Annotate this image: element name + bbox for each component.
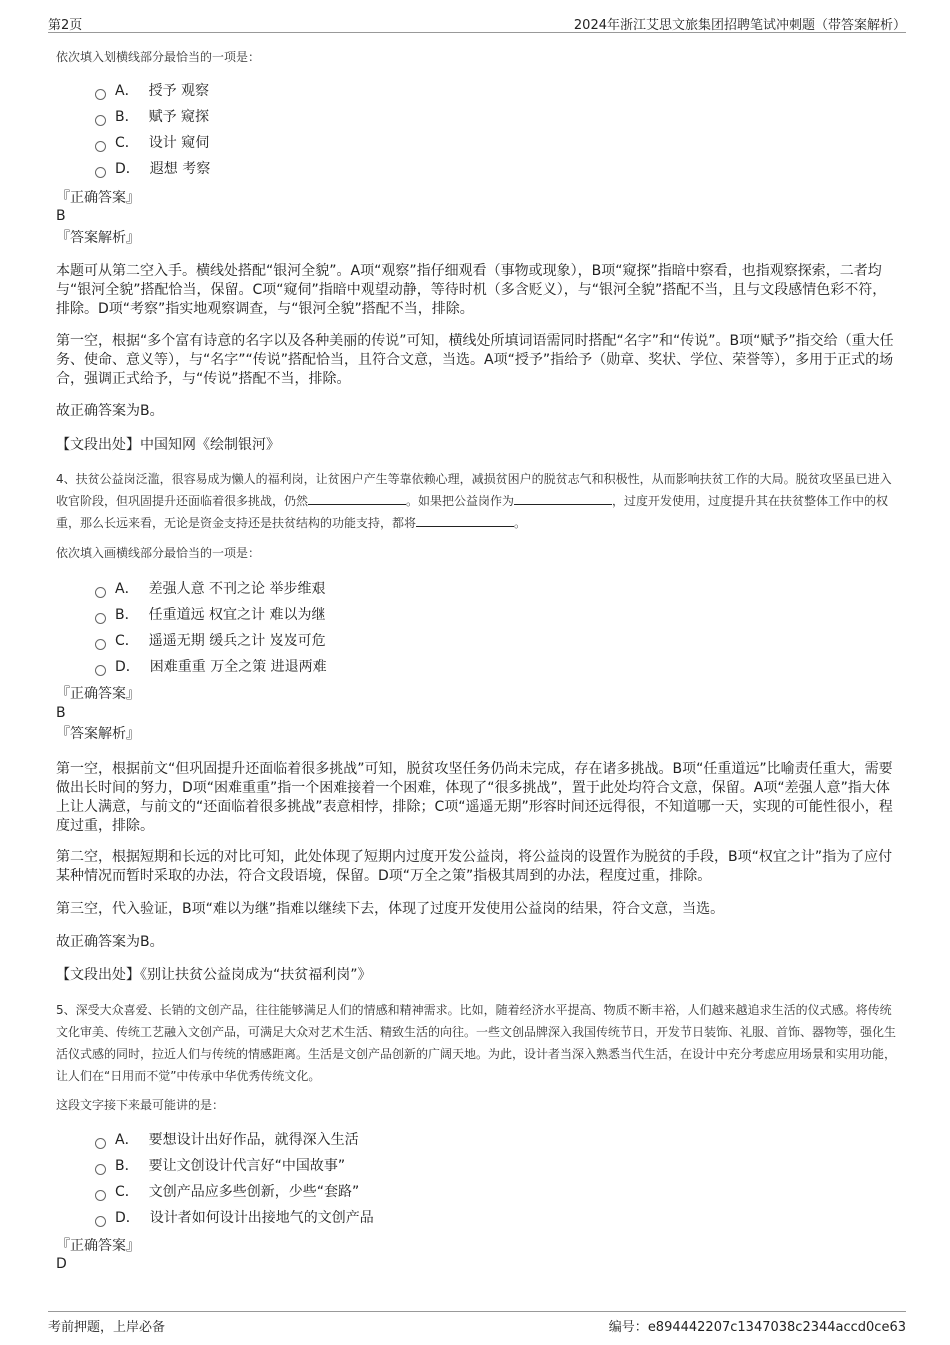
blank-3 (416, 514, 514, 527)
q3-options (95, 78, 210, 182)
document-code: 编号：e894442207c1347038c2344accd0ce63 (608, 1320, 906, 1335)
q4-analysis-label: 『答案解析』 (56, 726, 140, 742)
document-title: 2024年浙江艾思文旅集团招聘笔试冲刺题（带答案解析） (573, 18, 906, 33)
q5-option-d[interactable]: D． 设计者如何设计出接地气的文创产品 (95, 1205, 374, 1231)
q5-answer: D (56, 1256, 67, 1272)
radio-icon[interactable] (95, 1190, 106, 1201)
q4-stem: 4、扶贫公益岗泛滥，很容易成为懒人的福利岗，让贫困户产生等靠依赖心理，减损贫困户的脱贫志气和积极性，从而影响扶贫工作的大局。脱贫攻坚虽已进入收官阶段，但巩固提升还面临着很多挑战，仍然 。如果把公益岗作为 ，过度开发使用，过度提升其在扶贫整体工作中的权重，那么长远来看，无论是资金支持还是扶贫结构的功能支持，都将 。 (56, 472, 892, 530)
q3-option-b[interactable]: B． 赋予 窥探 (95, 104, 210, 130)
radio-icon[interactable] (95, 1164, 106, 1175)
radio-icon[interactable] (95, 639, 106, 650)
q3-prompt: 依次填入划横线部分最恰当的一项是： (56, 50, 261, 64)
radio-icon[interactable] (95, 115, 106, 126)
q5-answer-label: 『正确答案』 (56, 1238, 140, 1254)
radio-icon[interactable] (95, 167, 106, 178)
q5-stem: 5、深受大众喜爱、长销的文创产品，往往能够满足人们的情感和精神需求。比如，随着经济水平提高、物质不断丰裕，人们越来越追求生活的仪式感。将传统文化审美、传统工艺融入文创产品，可满足大众对艺术生活、精致生活的向往。一些文创品牌深入我国传统节日，开发节日装饰、礼服、首饰、器物等，强化生活仪式感的同时，拉近人们与传统的情感距离。生活是文创产品创新的广阔天地。为此，设计者当深入熟悉当代生活，在设计中充分考虑应用场景和实用功能，让人们在“日用而不觉”中传承中华优秀传统文化。 (56, 1003, 897, 1083)
q4-analysis-p1: 第一空，根据前文“但巩固提升还面临着很多挑战”可知，脱贫攻坚任务仍尚未完成，存在诸多挑战。B项“任重道远”比喻责任重大，需要做出长时间的努力，D项“困难重重”指一个困难接着一个困难，体现了“很多挑战”，置于此处均符合文意，保留。A项“差强人意”指大体上让人满意，与前文的“还面临着很多挑战”表意相悖，排除；C项“遥遥无期”形容时间还远得很，不知道哪一天，实现的可能性很小，程度过重，排除。 (56, 761, 893, 834)
q3-answer: B (56, 208, 66, 224)
footer-slogan: 考前押题，上岸必备 (48, 1320, 166, 1335)
q4-prompt: 依次填入画横线部分最恰当的一项是： (56, 546, 261, 560)
blank-2 (514, 492, 612, 505)
radio-icon[interactable] (95, 89, 106, 100)
q5-option-b[interactable]: B． 要让文创设计代言好“中国故事” (95, 1153, 374, 1179)
q5-prompt: 这段文字接下来最可能讲的是： (56, 1098, 225, 1112)
q3-option-c[interactable]: C． 设计 窥伺 (95, 130, 210, 156)
page-number: 第2页 (48, 18, 83, 33)
blank-1 (308, 492, 406, 505)
page-footer (48, 1311, 906, 1338)
page-header (48, 10, 906, 33)
radio-icon[interactable] (95, 1138, 106, 1149)
radio-icon[interactable] (95, 665, 106, 676)
q4-analysis-p4: 故正确答案为B。 (56, 934, 164, 950)
q4-source: 【文段出处】《别让扶贫公益岗成为“扶贫福利岗”》 (56, 967, 372, 983)
q4-answer-label: 『正确答案』 (56, 686, 140, 702)
q3-analysis-label: 『答案解析』 (56, 230, 140, 246)
radio-icon[interactable] (95, 1216, 106, 1227)
q3-option-a[interactable]: A． 授予 观察 (95, 78, 210, 104)
q4-option-a[interactable]: A． 差强人意 不刊之论 举步维艰 (95, 576, 327, 602)
q5-option-c[interactable]: C． 文创产品应多些创新，少些“套路” (95, 1179, 374, 1205)
q4-options (95, 576, 327, 680)
radio-icon[interactable] (95, 141, 106, 152)
q5-option-a[interactable]: A． 要想设计出好作品，就得深入生活 (95, 1127, 374, 1153)
q4-answer: B (56, 705, 66, 721)
q4-option-c[interactable]: C． 遥遥无期 缓兵之计 岌岌可危 (95, 628, 327, 654)
q3-analysis-p2: 第一空，根据“多个富有诗意的名字以及各种美丽的传说”可知，横线处所填词语需同时搭配“名字”和“传说”。B项“赋予”指交给（重大任务、使命、意义等），与“名字”“传说”搭配恰当，且符合文意，当选。A项“授予”指给予（勋章、奖状、学位、荣誉等），多用于正式的场合，强调正式给予，与“传说”搭配不当，排除。 (56, 333, 894, 387)
radio-icon[interactable] (95, 613, 106, 624)
q3-analysis-p3: 故正确答案为B。 (56, 403, 164, 419)
q4-option-d[interactable]: D． 困难重重 万全之策 进退两难 (95, 654, 327, 680)
q4-option-b[interactable]: B． 任重道远 权宜之计 难以为继 (95, 602, 327, 628)
radio-icon[interactable] (95, 587, 106, 598)
q3-option-d[interactable]: D． 遐想 考察 (95, 156, 210, 182)
q3-analysis-p1: 本题可从第二空入手。横线处搭配“银河全貌”。A项“观察”指仔细观看（事物或现象），B项“窥探”指暗中察看，也指观察探索，二者均与“银河全貌”搭配恰当，保留。C项“窥伺”指暗中观望动静，等待时机（多含贬义），与“银河全貌”搭配不当，且与文段感情色彩不符，排除。D项“考察”指实地观察调查，与“银河全貌”搭配不当，排除。 (56, 263, 887, 317)
q5-options (95, 1127, 374, 1231)
q4-analysis-p3: 第三空，代入验证，B项“难以为继”指难以继续下去，体现了过度开发使用公益岗的结果，符合文意，当选。 (56, 901, 725, 917)
q3-source: 【文段出处】中国知网《绘制银河》 (56, 437, 280, 453)
q4-analysis-p2: 第二空，根据短期和长远的对比可知，此处体现了短期内过度开发公益岗，将公益岗的设置作为脱贫的手段，B项“权宜之计”指为了应付某种情况而暂时采取的办法，符合文段语境，保留。D项“万全之策”指极其周到的办法，程度过重，排除。 (56, 849, 893, 884)
q3-answer-label: 『正确答案』 (56, 190, 140, 206)
